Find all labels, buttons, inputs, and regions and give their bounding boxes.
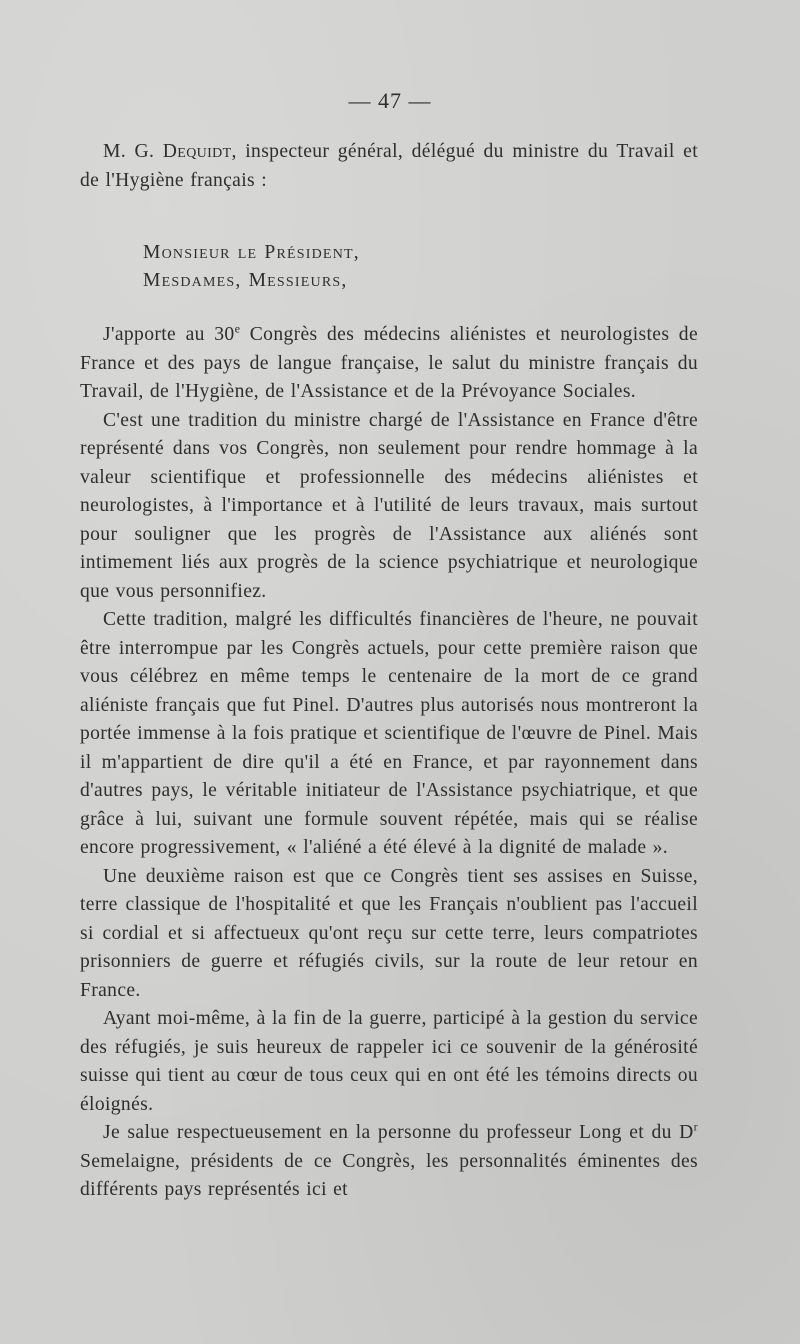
- speaker-title: inspecteur général, délégué du ministre du Travail et de l'Hygiène français :: [80, 141, 699, 191]
- salutation-line-1: Monsieur le Président,: [143, 242, 360, 263]
- paragraph-2: C'est une tradition du ministre chargé de l'Assistance en France d'être représenté dans vos Congrès, non seulement pour rendre hommage à la valeur scientifique et professionnelle des médecins aliénistes et neurologistes, à l'importance et à l'utilité de leurs travaux, mais surtout pour souligner que les progrès de l'Assistance aux aliénés sont intimement liés aux progrès de la science psychiatrique et neurologique que vous personnifiez.: [80, 409, 698, 602]
- speaker-intro: [80, 138, 698, 195]
- salutation: [143, 239, 698, 295]
- paragraph-5: Ayant moi-même, à la fin de la guerre, participé à la gestion du service des réfugiés, je suis heureux de rappeler ici ce souvenir de la générosité suisse qui tient au cœur de tous ceux qui en ont été les témoins directs ou éloignés.: [80, 1008, 698, 1115]
- paragraph-6: Je salue respectueusement en la personne du professeur Long et du $D^r$ Semelaigne, présidents de ce Congrès, les personnalités éminentes des différents pays représentés ici et: [80, 1119, 698, 1200]
- paragraph-1: J'apporte au 30e Congrès des médecins aliénistes et neurologistes de France et des pays de langue française, le salut du ministre français du Travail, de l'Hygiène, de l'Assistance et de la Prévoyance Sociales.: [80, 321, 698, 402]
- paragraph-4: Une deuxième raison est que ce Congrès tient ses assises en Suisse, terre classique de l'hospitalité et que les Français n'oublient pas l'accueil si cordial et si affectueux qu'ont reçu sur cette terre, leurs compatriotes prisonniers de guerre et réfugiés civils, sur la route de leur retour en France.: [80, 865, 698, 1001]
- speaker-name: M. G. Dequidt,: [103, 141, 237, 162]
- paragraph-3: Cette tradition, malgré les difficultés financières de l'heure, ne pouvait être interrompue par les Congrès actuels, pour cette première raison que vous célébrez en même temps le centenaire de la mort de ce grand aliéniste français que fut Pinel. D'autres plus autorisés nous montreront la portée immense à la fois pratique et scientifique de l'œuvre de Pinel. Mais il m'appartient de dire qu'il a été en France, et par rayonnement dans d'autres pays, le véritable initiateur de l'Assistance psychiatrique, et que grâce à lui, suivant une formule souvent répétée, mais qui se réalise encore progressivement, « l'aliéné a été élevé à la dignité de malade ».: [80, 609, 698, 858]
- page-number: — 47 —: [348, 88, 432, 113]
- body-text: [80, 138, 698, 1205]
- salutation-line-2: Mesdames, Messieurs,: [143, 270, 348, 291]
